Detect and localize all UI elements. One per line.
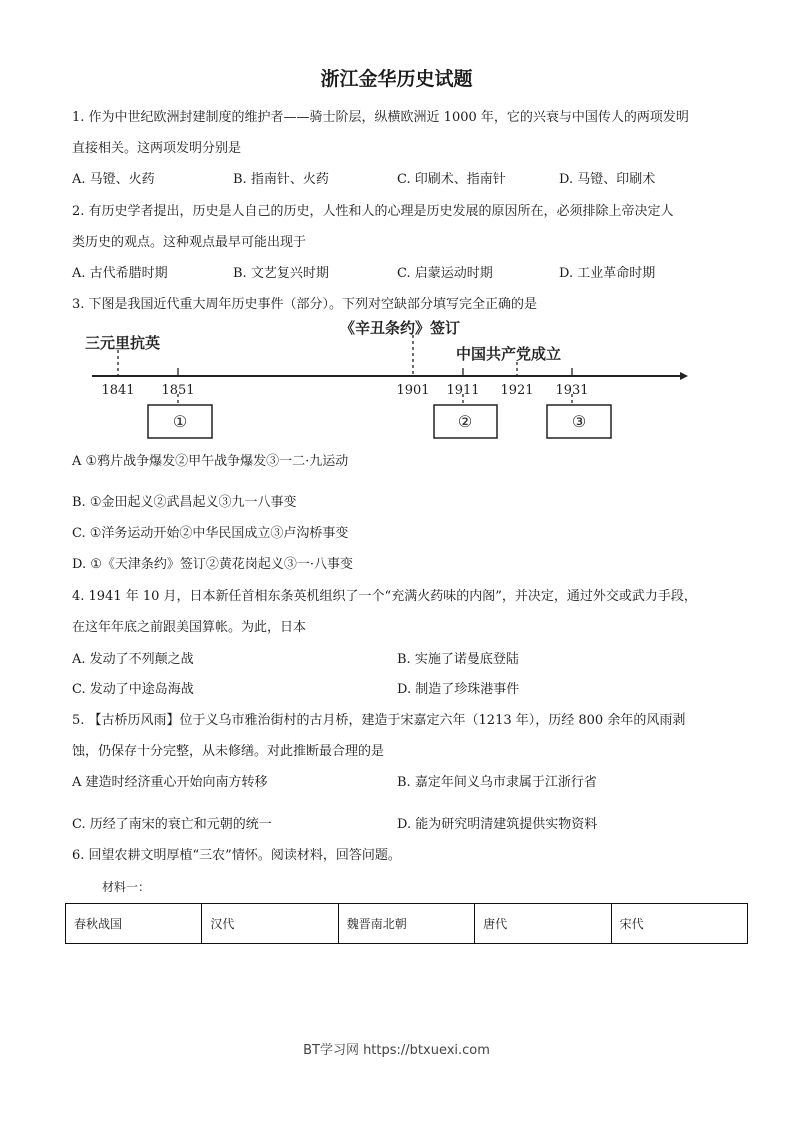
q1-option-b: B. 指南针、火药 bbox=[233, 172, 329, 187]
q3-option-c: C. ①洋务运动开始②中华民国成立③卢沟桥事变 bbox=[72, 526, 349, 541]
year-label: 1851 bbox=[161, 383, 195, 398]
event-label: 三元里抗英 bbox=[85, 334, 161, 352]
q2-text: 2. 有历史学者提出，历史是人自己的历史，人性和人的心理是历史发展的原因所在，必须排除上帝决定人 bbox=[72, 204, 674, 219]
year-label: 1901 bbox=[396, 383, 430, 398]
footer-watermark: BT学习网 https://btxuexi.com bbox=[303, 1043, 490, 1058]
blank-box-1 bbox=[148, 405, 212, 438]
arrow-icon bbox=[680, 372, 688, 380]
box-label: ③ bbox=[571, 412, 587, 431]
q2-text: 类历史的观点。这种观点最早可能出现于 bbox=[72, 235, 307, 250]
q4-text: 在这年年底之前跟美国算帐。为此，日本 bbox=[72, 620, 307, 635]
q5-option-c: C. 历经了南宋的衰亡和元朝的统一 bbox=[72, 817, 272, 832]
q5-option-b: B. 嘉定年间义乌市隶属于江浙行省 bbox=[397, 775, 597, 790]
event-label: 中国共产党成立 bbox=[456, 345, 562, 363]
q1-option-d: D. 马镫、印刷术 bbox=[559, 172, 656, 187]
blank-box-3 bbox=[547, 405, 611, 438]
q4-option-c: C. 发动了中途岛海战 bbox=[72, 682, 194, 697]
table-row bbox=[66, 904, 748, 944]
q5-option-a: A 建造时经济重心开始向南方转移 bbox=[72, 775, 268, 790]
q6-text: 6. 回望农耕文明厚植“三农”情怀。阅读材料，回答问题。 bbox=[72, 848, 401, 863]
q3-option-b: B. ①金田起义②武昌起义③九一八事变 bbox=[72, 495, 297, 510]
event-label: 《辛丑条约》签订 bbox=[340, 319, 461, 337]
q5-text: 5. 【古桥历风雨】位于义乌市雅治街村的古月桥，建造于宋嘉定六年（1213 年），历经 800 余年的风雨剥 bbox=[72, 713, 686, 728]
q2-option-d: D. 工业革命时期 bbox=[559, 266, 656, 281]
q4-option-a: A. 发动了不列颠之战 bbox=[72, 652, 194, 667]
blank-box-2 bbox=[434, 405, 497, 438]
year-label: 1931 bbox=[555, 383, 589, 398]
q4-option-d: D. 制造了珍珠港事件 bbox=[397, 682, 520, 697]
q4-text: 4. 1941 年 10 月，日本新任首相东条英机组织了一个“充满火药味的内阁”，并决定，通过外交或武力手段， bbox=[72, 589, 697, 604]
q3-option-a: A ①鸦片战争爆发②甲午战争爆发③一二·九运动 bbox=[72, 454, 349, 469]
year-label: 1911 bbox=[446, 383, 480, 398]
q5-text: 蚀，仍保存十分完整，从未修缮。对此推断最合理的是 bbox=[72, 744, 385, 759]
q1-text: 1. 作为中世纪欧洲封建制度的维护者——骑士阶层，纵横欧洲近 1000 年，它的兴衰与中国传人的两项发明 bbox=[72, 110, 689, 125]
q2-option-c: C. 启蒙运动时期 bbox=[397, 266, 493, 281]
q1-text: 直接相关。这两项发明分别是 bbox=[72, 141, 242, 156]
year-label: 1921 bbox=[500, 383, 534, 398]
material-table bbox=[65, 903, 748, 944]
table-cell: 汉代 bbox=[202, 904, 338, 944]
q2-option-a: A. 古代希腊时期 bbox=[72, 266, 168, 281]
material-label: 材料一： bbox=[102, 880, 151, 894]
q2-option-b: B. 文艺复兴时期 bbox=[233, 266, 329, 281]
table-cell: 唐代 bbox=[475, 904, 611, 944]
q1-option-c: C. 印刷术、指南针 bbox=[397, 172, 506, 187]
q4-option-b: B. 实施了诺曼底登陆 bbox=[397, 652, 519, 667]
table-cell: 魏晋南北朝 bbox=[338, 904, 474, 944]
box-label: ① bbox=[172, 412, 188, 431]
page-title: 浙江金华历史试题 bbox=[320, 68, 473, 90]
q5-option-d: D. 能为研究明清建筑提供实物资料 bbox=[397, 817, 598, 832]
table-cell: 春秋战国 bbox=[66, 904, 202, 944]
q3-text: 3. 下图是我国近代重大周年历史事件（部分）。下列对空缺部分填写完全正确的是 bbox=[72, 297, 538, 312]
year-label: 1841 bbox=[101, 383, 135, 398]
table-cell: 宋代 bbox=[611, 904, 747, 944]
q1-option-a: A. 马镫、火药 bbox=[72, 172, 155, 187]
q3-option-d: D. ①《天津条约》签订②黄花岗起义③一·八事变 bbox=[72, 557, 354, 572]
box-label: ② bbox=[457, 412, 473, 431]
